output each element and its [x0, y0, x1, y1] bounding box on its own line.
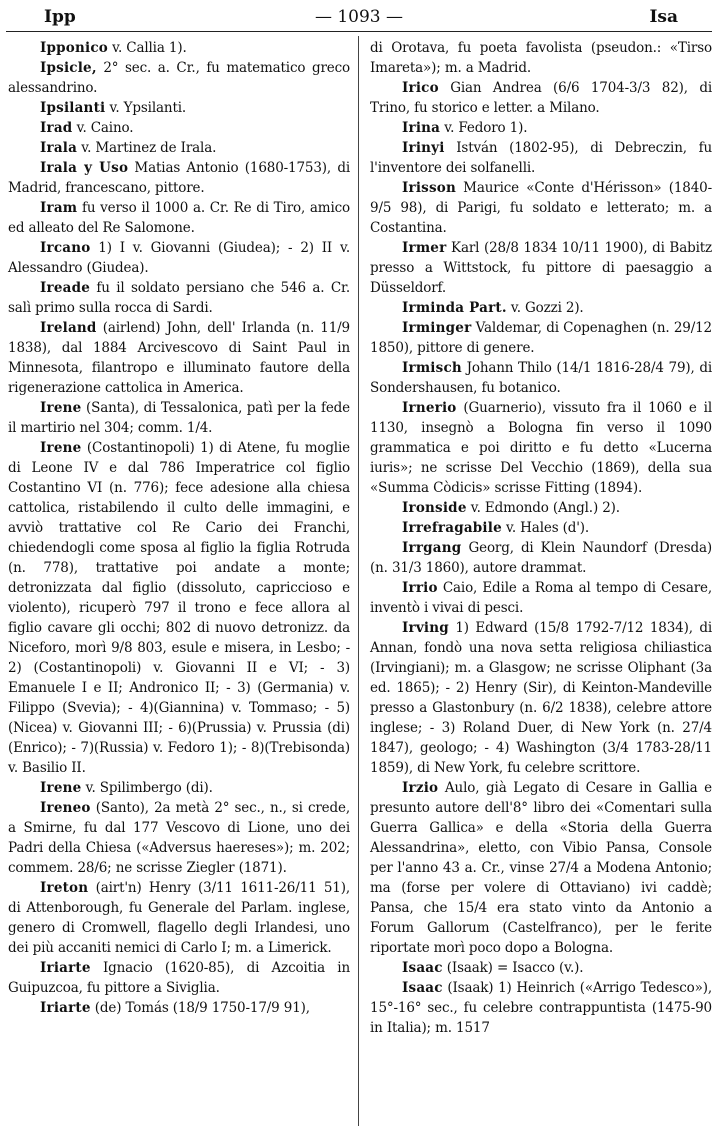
dictionary-entry [8, 398, 350, 438]
dictionary-entry [370, 518, 712, 538]
entry-text: (de) Tomás (18/9 1750-17/9 91), [90, 1000, 310, 1016]
entry-headword: Irala [40, 140, 78, 156]
dictionary-entry [370, 498, 712, 518]
entry-text: Johann Thilo (14/1 1816-28/4 79), di Sondershausen, fu botanico. [370, 360, 712, 396]
entry-headword: Ireton [40, 880, 89, 896]
entry-text: Aulo, già Legato di Cesare in Gallia e presunto autore dell'8° libro dei «Comentari sulla Guerra Gallica» e della «Storia della Guerra Alessandrina», eletto, con Vibio Pansa, Console per l'anno 43 a. Cr., vinse 27/4 a Modena Antonio; ma (forse per volere di Ottaviano) ivi caddè; Pansa, che 15/4 era stato vinto da Antonio a Forum Gallorum (Castelfranco), per le ferite riportate morì poco dopo a Bologna. [370, 780, 712, 956]
entry-text: (Isaak) = Isacco (v.). [442, 960, 584, 976]
left-column [8, 38, 350, 1018]
dictionary-entry [370, 138, 712, 178]
entry-text: v. Edmondo (Angl.) 2). [466, 500, 620, 516]
entry-headword: Irrgang [402, 540, 462, 556]
entry-headword: Irene [40, 780, 82, 796]
dictionary-entry [8, 878, 350, 958]
header-left-guide-word: Ipp [44, 7, 76, 27]
entry-headword: Irisson [402, 180, 456, 196]
entry-headword: Irico [402, 80, 439, 96]
entry-headword: Ireland [40, 320, 97, 336]
entry-text: 2° sec. a. Cr., fu matematico greco alessandrino. [8, 60, 350, 96]
dictionary-entry [8, 958, 350, 998]
entry-headword: Irmer [402, 240, 447, 256]
dictionary-entry [8, 778, 350, 798]
entry-text: (Santa), di Tessalonica, patì per la fede il martirio nel 304; comm. 1/4. [8, 400, 350, 436]
dictionary-entry [8, 318, 350, 398]
entry-text: v. Callia 1). [107, 40, 187, 56]
column-divider [358, 36, 359, 1126]
entry-text: (Santo), 2a metà 2° sec., n., si crede, a Smirne, fu dal 177 Vescovo di Lione, uno dei Padri della Chiesa («Adversus haereses»); m. 202; commem. 28/6; ne scrisse Ziegler (1871). [8, 800, 350, 876]
entry-text: (airlend) John, dell' Irlanda (n. 11/9 1838), dal 1884 Arcivescovo di Saint Paul in Minnesota, filantropo e illuminato fautore della rigenerazione cattolica in America. [8, 320, 350, 396]
entry-headword: Ireade [40, 280, 90, 296]
dictionary-entry [8, 278, 350, 318]
entry-headword: Isaac [402, 960, 443, 976]
entry-text: Ignacio (1620-85), di Azcoitia in Guipuzcoa, fu pittore a Siviglia. [8, 960, 350, 996]
entry-text: Gian Andrea (6/6 1704-3/3 82), di Trino, fu storico e letter. a Milano. [370, 80, 712, 116]
entry-headword: Irving [402, 620, 449, 636]
dictionary-entry [370, 78, 712, 118]
entry-text: Georg, di Klein Naundorf (Dresda) (n. 31/3 1860), autore drammat. [370, 540, 712, 576]
entry-headword: Irala y Uso [40, 160, 129, 176]
dictionary-entry [370, 118, 712, 138]
dictionary-entry [8, 438, 350, 778]
dictionary-entry [370, 618, 712, 778]
entry-headword: Irina [402, 120, 441, 136]
entry-headword: Isaac [402, 980, 443, 996]
entry-headword: Ironside [402, 500, 467, 516]
entry-headword: Irnerio [402, 400, 457, 416]
entry-headword: Ipsilanti [40, 100, 106, 116]
entry-headword: Ircano [40, 240, 91, 256]
dictionary-entry [370, 298, 712, 318]
entry-headword: Irene [40, 440, 82, 456]
header-rule [6, 31, 712, 32]
dictionary-entry [370, 358, 712, 398]
page-header [0, 3, 718, 29]
dictionary-entry [8, 198, 350, 238]
entry-text: fu il soldato persiano che 546 a. Cr. salì primo sulla rocca di Sardi. [8, 280, 350, 316]
entry-text: v. Caino. [72, 120, 134, 136]
entry-headword: Iriarte [40, 1000, 91, 1016]
entry-headword: Iram [40, 200, 78, 216]
dictionary-entry [370, 398, 712, 498]
entry-text: István (1802-95), di Debreczin, fu l'inventore dei solfanelli. [370, 140, 712, 176]
entry-headword: Irad [40, 120, 73, 136]
entry-text: 1) I v. Giovanni (Giudea); - 2) II v. Alessandro (Giudea). [8, 240, 350, 276]
entry-headword: Irmisch [402, 360, 462, 376]
entry-text: Matias Antonio (1680-1753), di Madrid, francescano, pittore. [8, 160, 350, 196]
entry-headword: Ireneo [40, 800, 91, 816]
dictionary-entry [8, 138, 350, 158]
entry-headword: Irrio [402, 580, 438, 596]
dictionary-entry [370, 778, 712, 958]
entry-text: Maurice «Conte d'Hérisson» (1840-9/5 98), di Parigi, fu soldato e letterato; m. a Costantina. [370, 180, 712, 236]
entry-text: (Isaak) 1) Heinrich («Arrigo Tedesco»), 15°-16° sec., fu celebre contrappuntista (1475-90 in Italia); m. 1517 [370, 980, 712, 1036]
entry-text: (Guarnerio), vissuto fra il 1060 e il 1130, insegnò a Bologna fin verso il 1090 grammatica e poi diritto e fu detto «Lucerna iuris»; ne scrisse Del Vecchio (1869), della sua «Summa Còdicis» scrisse Fitting (1894). [370, 400, 712, 496]
dictionary-entry [8, 238, 350, 278]
entry-text: Valdemar, di Copenaghen (n. 29/12 1850), pittore di genere. [370, 320, 712, 356]
entry-headword: Irrefragabile [402, 520, 502, 536]
dictionary-entry [370, 38, 712, 78]
dictionary-entry [8, 118, 350, 138]
dictionary-entry [8, 998, 350, 1018]
dictionary-entry [8, 798, 350, 878]
entry-text: fu verso il 1000 a. Cr. Re di Tiro, amico ed alleato del Re Salomone. [8, 200, 350, 236]
dictionary-entry [370, 238, 712, 298]
entry-headword: Irinyi [402, 140, 445, 156]
dictionary-entry [8, 158, 350, 198]
dictionary-entry [370, 958, 712, 978]
entry-headword: Ipponico [40, 40, 108, 56]
entry-text: 1) Edward (15/8 1792-7/12 1834), di Annan, fondò una nova setta religiosa chiliastica (Irvingiani); m. a Glasgow; ne scrisse Oliphant (3a ed. 1865); - 2) Henry (Sir), di Keinton-Mandeville presso a Glastonbury (n. 6/2 1838), celebre attore inglese; - 3) Roland Duer, di New York (n. 27/4 1847), geologo; - 4) Washington (3/4 1783-28/11 1859), di New York, fu celebre scrittore. [370, 620, 712, 776]
entry-text: (airt'n) Henry (3/11 1611-26/11 51), di Attenborough, fu Generale del Parlam. inglese, genero di Cromwell, flagello degli Irlandesi, uno dei più accaniti nemici di Carlo I; m. a Limerick. [8, 880, 350, 956]
header-right-guide-word: Isa [649, 7, 678, 27]
dictionary-entry [370, 318, 712, 358]
dictionary-entry [370, 578, 712, 618]
entry-headword: Ipsicle, [40, 60, 97, 76]
entry-text: (Costantinopoli) 1) di Atene, fu moglie di Leone IV e dal 786 Imperatrice col figlio Costantino VI (n. 776); fece adesione alla chiesa cattolica, ristabilendo il culto delle immagini, e avviò trattative col Re Cario dei Franchi, chiedendogli come sposa al figlio la figlia Rotruda (n. 778), trattative poi andate a monte; detronizzata dal figlio (dissoluto, capriccioso e violento), ricuperò 797 il trono e fece allora al figlio cavare gli occhi; 802 di nuovo detronizz. da Niceforo, morì 9/8 803, esule e misera, in Lesbo; - 2) (Costantinopoli) v. Giovanni II e VI; - 3) Emanuele I e II; Andronico II; - 3) (Germania) v. Filippo (Svevia); - 4)(Giannina) v. Tommaso; - 5)(Nicea) v. Giovanni III; - 6)(Prussia) v. Prussia (di) (Enrico); - 7)(Russia) v. Fedoro 1); - 8)(Trebisonda) v. Basilio II. [8, 440, 350, 776]
entry-text: v. Martinez de Irala. [77, 140, 217, 156]
entry-text: v. Spilimbergo (di). [81, 780, 213, 796]
entry-text: v. Fedoro 1). [440, 120, 528, 136]
entry-text: v. Gozzi 2). [506, 300, 584, 316]
entry-headword: Iriarte [40, 960, 91, 976]
entry-text: Caio, Edile a Roma al tempo di Cesare, inventò i vivai di pesci. [370, 580, 712, 616]
entry-text: di Orotava, fu poeta favolista (pseudon.: «Tirso Imareta»); m. a Madrid. [370, 40, 712, 76]
page-number: — 1093 — [314, 7, 404, 27]
entry-text: v. Ypsilanti. [105, 100, 187, 116]
dictionary-entry [370, 178, 712, 238]
dictionary-entry [370, 538, 712, 578]
dictionary-entry [8, 58, 350, 98]
dictionary-entry [370, 978, 712, 1038]
dictionary-entry [8, 38, 350, 58]
entry-headword: Irminger [402, 320, 472, 336]
entry-headword: Irminda Part. [402, 300, 507, 316]
dictionary-entry [8, 98, 350, 118]
entry-headword: Irzio [402, 780, 439, 796]
entry-text: Karl (28/8 1834 10/11 1900), di Babitz presso a Wittstock, fu pittore di paesaggio a Düsseldorf. [370, 240, 712, 296]
right-column [370, 38, 712, 1038]
entry-headword: Irene [40, 400, 82, 416]
entry-text: v. Hales (d'). [501, 520, 590, 536]
